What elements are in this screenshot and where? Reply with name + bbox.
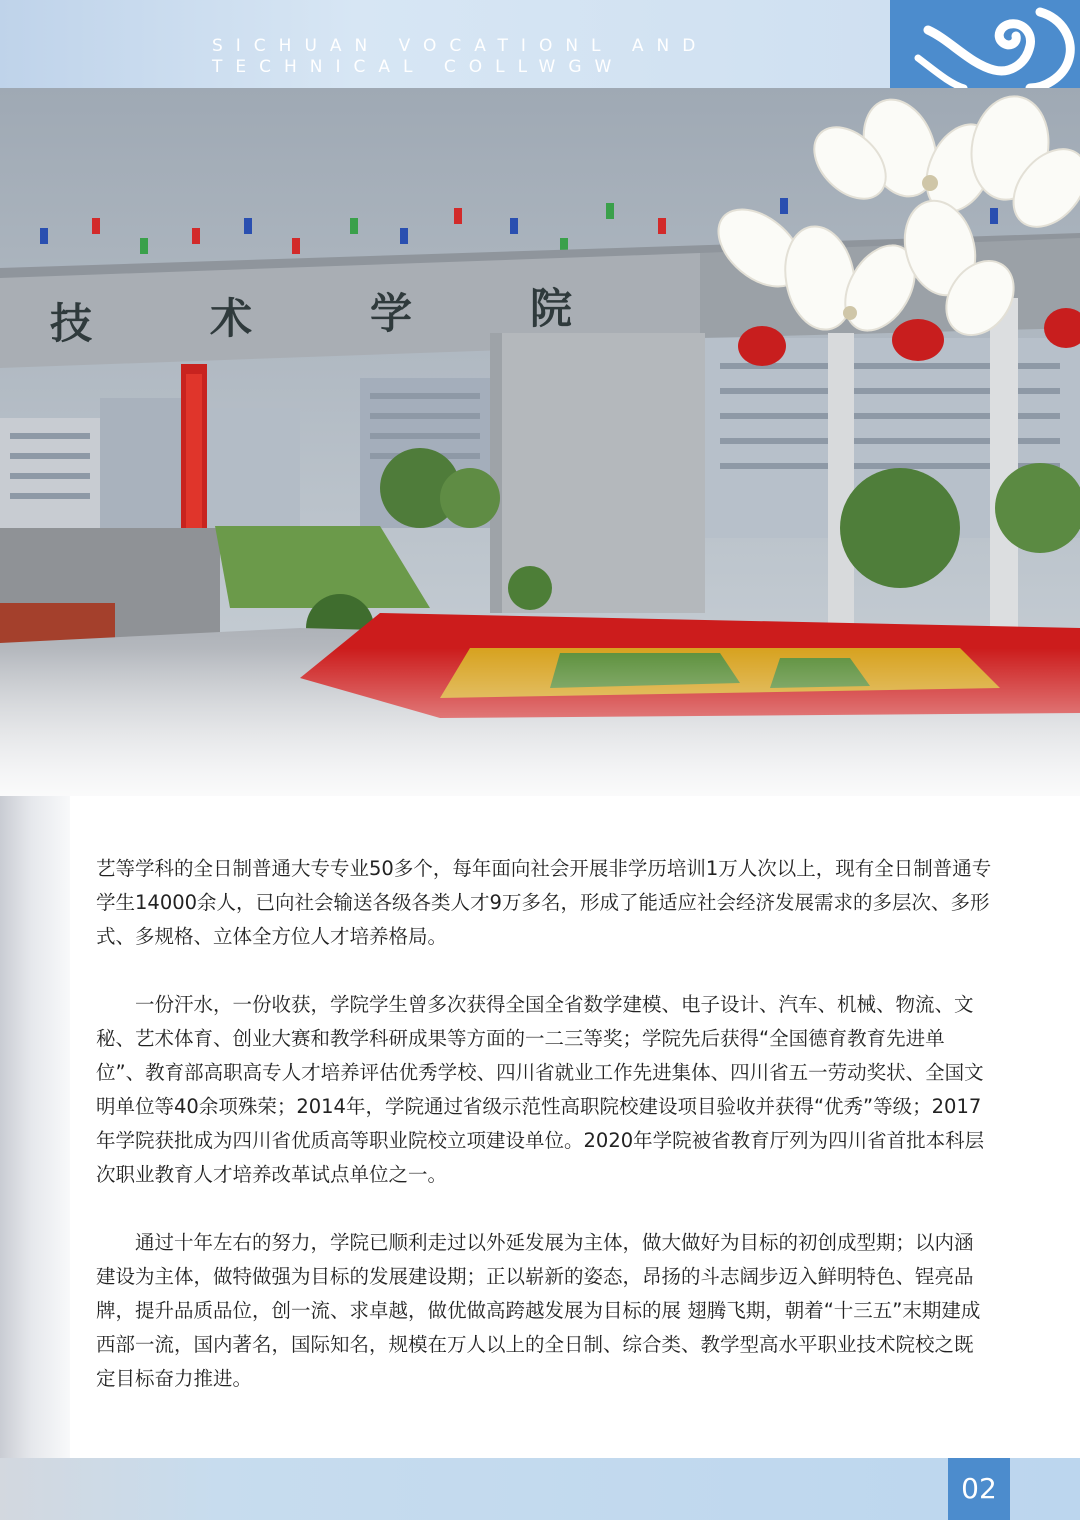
svg-text:院: 院 [530, 284, 573, 333]
header-english-title: SICHUAN VOCATIONL AND TECHNICAL COLLWGW [212, 36, 709, 77]
paragraph-1: 艺等学科的全日制普通大专专业50多个，每年面向社会开展非学历培训1万人次以上，现有全日制普通专学生14000余人，已向社会输送各级各类人才9万多名，形成了能适应社会经济发展需求的多层次、多形式、多规格、立体全方位人才培养格局。 [96, 857, 992, 948]
footer-band [0, 1458, 1080, 1520]
svg-text:术: 术 [210, 294, 253, 343]
paragraph-3: 通过十年左右的努力，学院已顺利走过以外延发展为主体，做大做好为目标的初创成型期；以内涵建设为主体，做特做强为目标的发展建设期；正以崭新的姿态，昂扬的斗志阔步迈入鲜明特色、锃亮品牌，提升品质品位，创一流、求卓越，做优做高跨越发展为目标的展 翅腾飞期，朝着“十三五”末期建成西部一流，国内著名，国际知名，规模在万人以上的全日制、综合类、教学型高水平职业技术院校之既定目标奋力推进。 [96, 1231, 981, 1390]
paragraph-2: 一份汗水，一份收获，学院学生曾多次获得全国全省数学建模、电子设计、汽车、机械、物流、文秘、艺术体育、创业大赛和教学科研成果等方面的一二三等奖；学院先后获得“全国德育教育先进单位”、教育部高职高专人才培养评估优秀学校、四川省就业工作先进集体、四川省五一劳动奖状、全国文明单位等40余项殊荣；2014年，学院通过省级示范性高职院校建设项目验收并获得“优秀”等级；2017年学院获批成为四川省优质高等职业院校立项建设单位。2020年学院被省教育厅列为四川省首批本科层次职业教育人才培养改革试点单位之一。 [96, 993, 985, 1186]
body-text [96, 852, 992, 1430]
logo-box [890, 0, 1080, 88]
swirl-logo-icon [890, 0, 1080, 88]
svg-text:学: 学 [370, 289, 413, 338]
svg-text:技: 技 [50, 299, 93, 348]
campus-gate-photo [0, 88, 1080, 796]
page-number: 02 [948, 1458, 1010, 1520]
header-band [0, 0, 890, 88]
